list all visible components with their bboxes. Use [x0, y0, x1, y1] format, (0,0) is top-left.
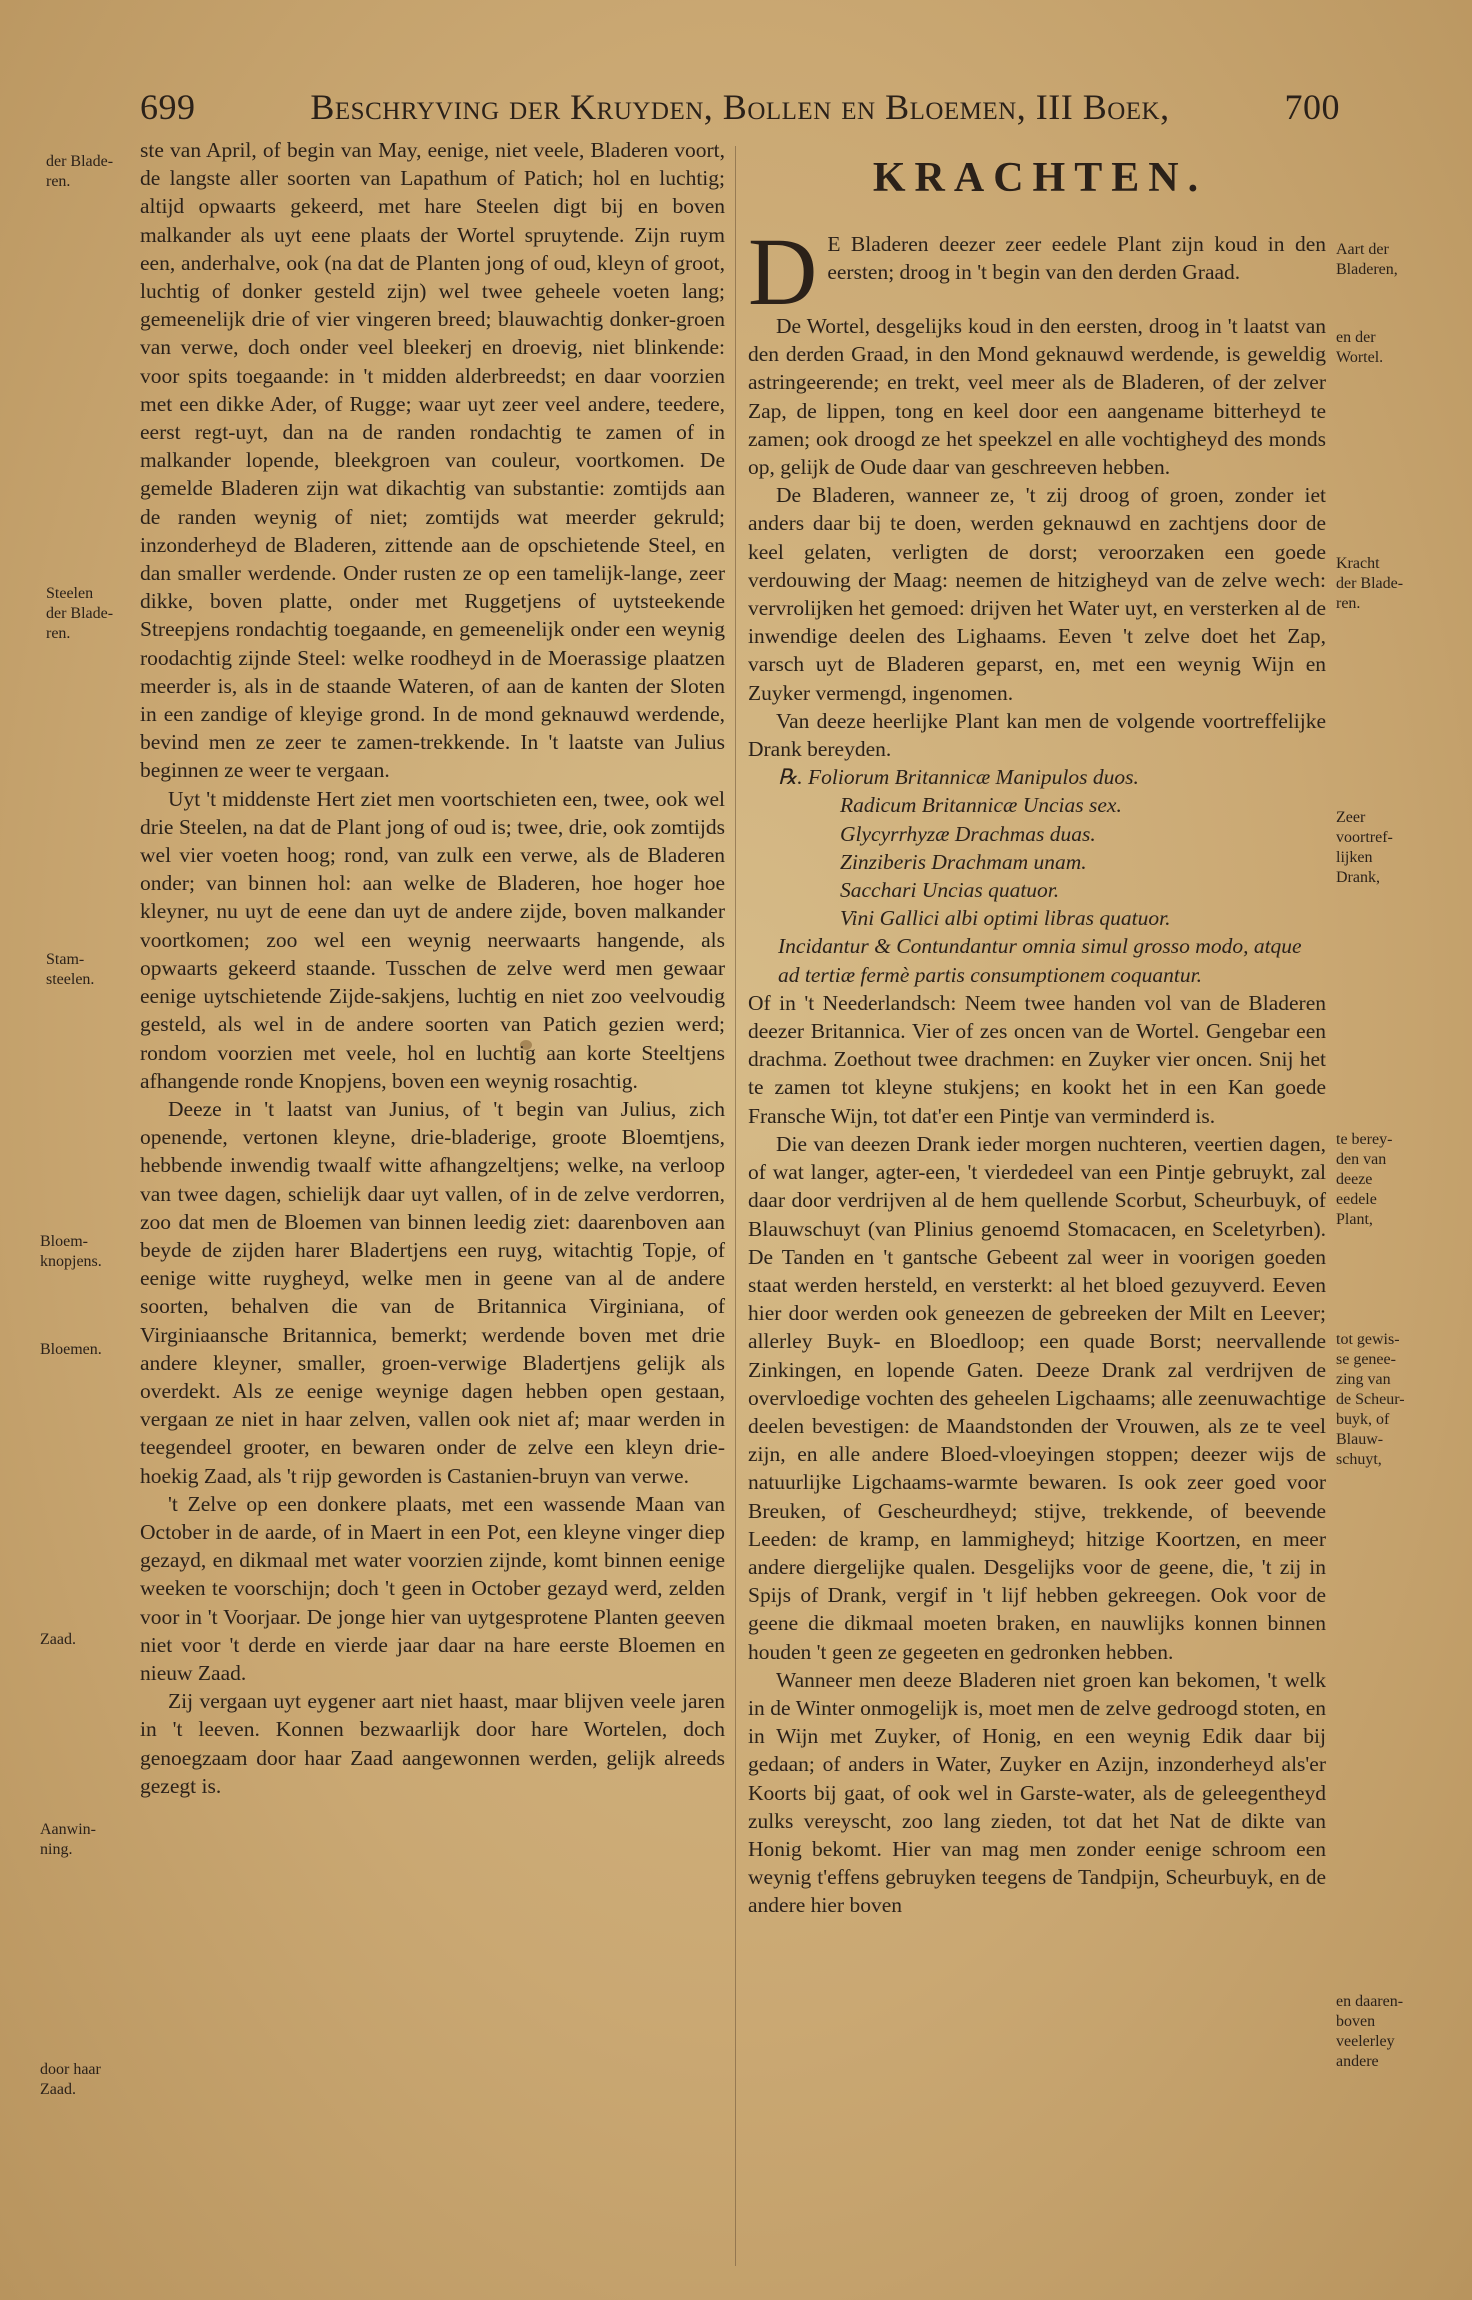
paragraph: De Wortel, desgelijks koud in den eersten, droog in 't laatst van den derden Graad, in den Mond geknauwd werdende, is geweldig astringeerende; en trekt, veel meer als de Bladeren, of der zelver Zap, de lippen, tong en keel door een aangename bitterheyd te zamen; ook droogd ze het speekzel en alle vochtigheyd des monds op, gelijk de Oude daar van geschreeven hebben. [748, 314, 1326, 480]
drop-cap: D [748, 218, 818, 325]
margin-note: Zaad. [40, 1631, 76, 1648]
margin-note: der Blade- ren. [46, 153, 114, 190]
margin-note: en der Wortel. [1336, 329, 1384, 366]
intro-text: E Bladeren deezer zeer eedele Plant zijn koud in den eersten; droog in 't begin van den derden Graad. [827, 232, 1326, 285]
recipe-line: Incidantur & Contundantur omnia simul grosso modo, atque ad tertiæ fermè partis consumptionem coquantur. [778, 934, 1302, 987]
margin-note: Aanwin- ning. [40, 1821, 96, 1858]
left-column [140, 136, 725, 1800]
running-header [140, 86, 1340, 132]
page-number-right: 700 [1284, 87, 1340, 127]
paragraph: Wanneer men deeze Bladeren niet groen kan bekomen, 't welk in de Winter onmogelijk is, moet men de zelve gedroogd stoten, en in Wijn met Zuyker, of Honig, en een weynig Edik daar bij gedaan; of anders in Water, Zuyker en Azijn, inzonderheyd als'er Koorts bij gaat, of ook wel in Garste-water, als de geleegentheyd zulks vereyscht, zoo lang zieden, tot dat het Nat de dikte van Honig bekomt. Hier van mag men zonder eenige schroom een weynig t'effens gebruyken teegens de Tandpijn, Scheurbuyk, en de andere hier boven [748, 1667, 1326, 1918]
section-heading: KRACHTEN. [872, 155, 1208, 201]
recipe-line: Vini Gallici albi optimi libras quatuor. [840, 906, 1171, 931]
recipe-line: ℞. Foliorum Britannicæ Manipulos duos. [778, 765, 1139, 790]
paragraph: Zij vergaan uyt eygener aart niet haast, maar blijven veele jaren in 't leeven. Konnen bezwaarlijk door hare Wortelen, doch genoegzaam door haar Zaad aangewonnen werden, gelijk alreeds gezegt is. [140, 1689, 725, 1798]
margin-note: te berey- den van deeze eedele Plant, [1336, 1131, 1393, 1228]
margin-note: Zeer voortref- lijken Drank, [1336, 809, 1393, 886]
recipe-line: Sacchari Uncias quatuor. [840, 878, 1060, 903]
margin-note: Steelen der Blade- ren. [46, 585, 114, 642]
latin-recipe [748, 763, 1326, 989]
paragraph: Uyt 't middenste Hert ziet men voortschieten een, twee, ook wel drie Steelen, na dat de Plant jong of oud is; twee, drie, ook zomtijds wel vier voeten hoog; rond, van zulk een verwe, als de Bladeren onder; van binnen hol: aan welke de Bladeren, hoe hoger hoe kleyner, nu uyt de eene dan uyt de andere zijde, boven malkander voortkomen; zoo wel een weynig neerwaarts hangende, als opwaarts gekeerd staande. Tusschen de zelve werd men gewaar eenige uytschietende Zijde-sakjens, luchtig en niet zoo veelvoudig gesteld, als wel in de andere soorten van Patich gezien werd; rondom voorzien met veele, hol en luchtig aan korte Steeltjens afhangende ronde Knopjens, boven een weynig rosachtig. [140, 786, 725, 1093]
margin-note: door haar Zaad. [40, 2061, 101, 2098]
margin-note: Stam- steelen. [46, 951, 95, 988]
paragraph: Of in 't Neederlandsch: Neem twee handen vol van de Bladeren deezer Britannica. Vier of zes oncen van de Wortel. Gengebar een drachma. Zoethout twee drachmen: en Zuyker vier oncen. Snij het te zamen tot kleyne stukjens; en kookt het in een Kan goede Fransche Wijn, tot dat'er een Pintje van verminderd is. [748, 990, 1326, 1128]
recipe-line: Glycyrrhyzæ Drachmas duas. [840, 821, 1096, 846]
paragraph: De Bladeren, wanneer ze, 't zij droog of groen, zonder iet anders daar bij te doen, werden geknauwd en zachtjens door de keel gelaten, verligten de dorst; veroorzaken een goede verdouwing der Maag: neemen de hitzigheyd van de zelve wech: vervrolijken het gemoed: drijven het Water uyt, en versterken al de inwendige deelen des Lighaams. Eeven 't zelve doet het Zap, varsch uyt de Bladeren geparst, en, met een weynig Wijn en Zuyker vermengd, ingenomen. [748, 483, 1326, 705]
paragraph: Die van deezen Drank ieder morgen nuchteren, veertien dagen, of wat langer, agter-een, 't vierdedeel van een Pintje gebruykt, zal daar door verdrijven al de hem quellende Scorbut, Scheurbuyk, of Blauwschuyt (van Plinius genoemd Stomacacen, en Sceletyrben). De Tanden en 't gantsche Gebeent zal weer in voorigen goeden staat werden hersteld, en versterkt: al het bloed gezuyverd. Eeven hier door werden ook geneezen de gebreeken der Milt en Leever; allerley Buyk- en Bloedloop; een quade Borst; neervallende Zinkingen, en lopende Gaten. Deeze Drank zal verdrijven de overvloedige vochten des geheelen Ligchaams; alle zeenuwachtige deelen bevestigen: de Maandstonden der Vrouwen, als ze te veel zijn, en alle andere Bloed-vloeyingen stoppen; deezer wijs de natuurlijke Ligchaams-warmte bewaren. Is ook zeer goed voor Breuken, of Gescheurdheyd; stijve, trekkende, of beevende Leeden: de kramp, en lammigheyd; hitzige Koortzen, en meer andere diergelijke qualen. Desgelijks voor de geene, die, 't zij in Spijs of Drank, vergif in 't lijf hebben gekreegen. Ook voor de geene die dikmaal moeten braken, en nauwlijks konnen binnen houden 't geen ze gegeeten en gedronken hebben. [748, 1131, 1326, 1664]
margin-note: Aart der Bladeren, [1336, 241, 1398, 278]
margin-note: Bloem- knopjens. [40, 1233, 102, 1270]
margin-note: Bloemen. [40, 1341, 102, 1358]
paragraph: 't Zelve op een donkere plaats, met een wassende Maan van October in de aarde, of in Maert in een Pot, een kleyne vinger diep gezayd, en dikmaal met water voorzien zijnde, komt binnen eenige weeken te voorschijn; doch 't geen in October gezayd werd, zelden voor in 't Voorjaar. De jonge hier van uytgesprotene Planten geeven niet voor 't derde en vierde jaar daar na hare eerste Bloemen en nieuw Zaad. [140, 1491, 725, 1685]
recipe-line: Zinziberis Drachmam unam. [840, 849, 1087, 874]
running-title: Beschryving der Kruyden, Bollen en Bloemen, III Boek, [310, 87, 1170, 127]
right-column [748, 218, 1326, 1920]
page-number-left: 699 [140, 87, 196, 127]
recipe-line: Radicum Britannicæ Uncias sex. [840, 793, 1122, 818]
paragraph: ste van April, of begin van May, eenige, niet veele, Bladeren voort, de langste aller soorten van Lapathum of Patich; hol en luchtig; altijd opwaarts gekeerd, met hare Steelen digt bij en boven malkander als uyt eene plaats der Wortel spruytende. Zijn ruym een, anderhalve, ook (na dat de Planten jong of oud, kleyn of groot, luchtig of donker gesteld zijn) wel twee geheele voeten lang; gemeenelijk drie of vier vingeren breed; blauwachtig donker-groen van verwe, doch onder veel bleekerj en droevig, niet blinkende: voor spits toegaande: in 't midden alderbreedst; en daar voorzien met een dikke Ader, of Rugge; waar uyt zeer veel andere, teedere, eerst regt-uyt, dan na de randen rondachtig te zamen of in malkander lopende, bleekgroen van couleur, voortkomen. De gemelde Bladeren zijn wat dikachtig van substantie: zomtijds aan de randen weynig of niet; zomtijds wat meerder gekruld; inzonderheyd de Bladeren, zittende aan de opschietende Steel, en dan smaller werdende. Onder rusten ze op een tamelijk-lange, zeer dikke, boven platte, onder met Ruggetjens of uytsteekende Streepjens rondachtig toegaande, en gemeenelijk onder een weynig roodachtig zijnde Steel: welke roodheyd in de Moerassige plaatzen meerder is, als in de staande Wateren, of aan de kanten der Sloten in een zandige of kleyige grond. In de mond geknauwd werdende, bevind men ze zeer te zamen-trekkende. In 't laatste van Julius beginnen ze weer te vergaan. [140, 138, 725, 783]
paragraph: Deeze in 't laatst van Junius, of 't begin van Julius, zich openende, vertonen kleyne, drie-bladerige, groote Bloemtjens, hebbende inwendig twaalf witte afhangzeltjens; welke, na verloop van twee dagen, schielijk daar uyt vallen, of in de zelve verdorren, zoo dat men de Bloemen van binnen leedig ziet: daarenboven aan beyde de zijden harer Bladertjens een ruyg, witachtig Topje, of eenige witte ruygheyd, welke men in geene van al de andere soorten, behalven die van de Britannica Virginiana, of Virginiaansche Britannica, bemerkt; werdende boven met drie andere kleyner, smaller, groen-verwige Bladertjens gelijk als overdekt. Als ze eenige weynige dagen hebben open gestaan, vergaan ze niet in haar zelven, vallen ook niet af; maar werden in teegendeel grooter, en bewaren onder de zelve een kleyn drie-hoekig Zaad, als 't rijp geworden is Castanien-bruyn van verwe. [140, 1096, 725, 1488]
margin-note: Kracht der Blade- ren. [1336, 555, 1404, 612]
margin-note: en daaren- boven veelerley andere [1336, 1993, 1404, 2070]
margin-note: tot gewis- se genee- zing van de Scheur- buyk, of Blauw- schuyt, [1336, 1331, 1405, 1468]
column-divider [735, 146, 736, 2266]
paragraph: Van deeze heerlijke Plant kan men de volgende voortreffelijke Drank bereyden. [748, 708, 1326, 762]
intro-paragraph [748, 218, 1326, 325]
